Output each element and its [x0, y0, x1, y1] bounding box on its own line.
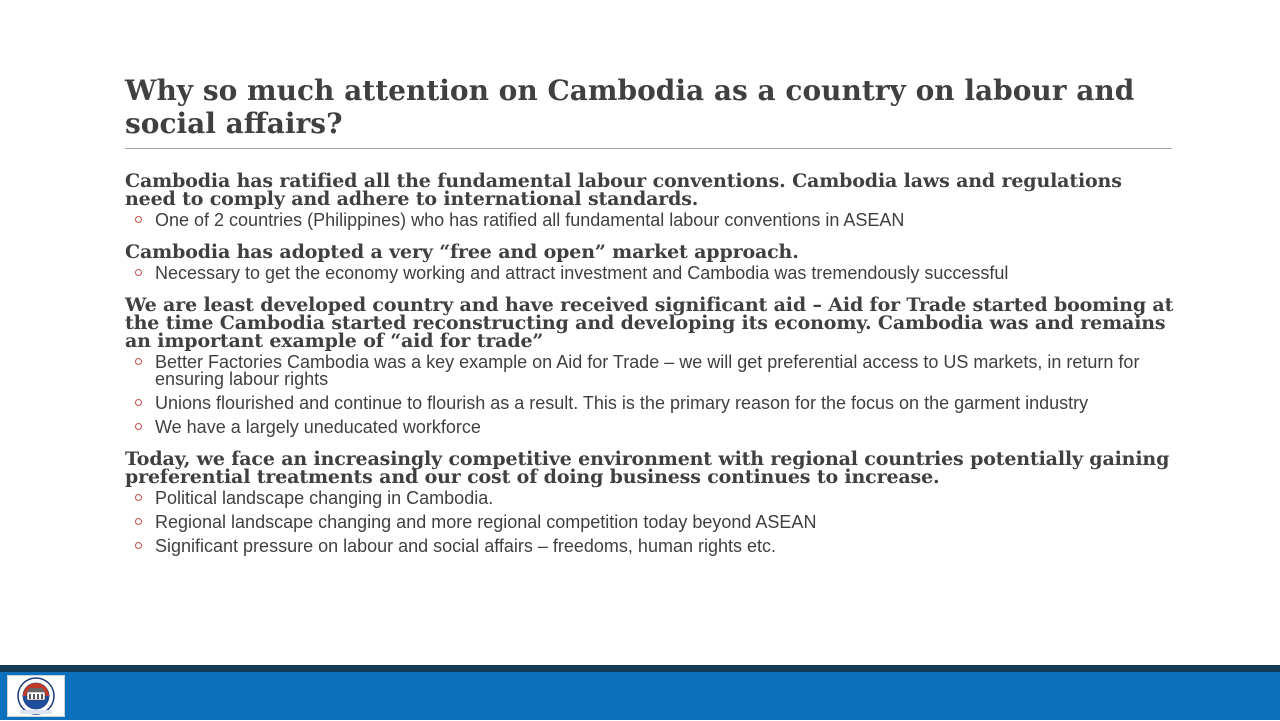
slide-title: Why so much attention on Cambodia as a country on labour and social affairs? [125, 74, 1135, 140]
list-item [125, 514, 1175, 531]
section-ratified-conventions [125, 172, 1175, 229]
section-heading: Cambodia has adopted a very “free and open” market approach. [125, 241, 799, 263]
bullet-text: Regional landscape changing and more regional competition today beyond ASEAN [155, 512, 817, 532]
list-item [125, 265, 1175, 282]
bullet-list [125, 265, 1175, 282]
list-item [125, 490, 1175, 507]
footer-band [0, 672, 1280, 720]
section-market-approach [125, 243, 1175, 282]
section-heading: Cambodia has ratified all the fundamental labour conventions. Cambodia laws and regulations need to comply and adhere to international standards. [125, 170, 1122, 210]
circle-bullet-icon [135, 269, 142, 276]
title-divider [125, 148, 1172, 149]
organization-seal-icon [7, 675, 65, 717]
seal-graphic [8, 676, 64, 716]
slide-content [125, 172, 1175, 569]
section-aid-for-trade [125, 296, 1175, 436]
list-item [125, 212, 1175, 229]
circle-bullet-icon [135, 542, 142, 549]
bullet-list [125, 212, 1175, 229]
circle-bullet-icon [135, 358, 142, 365]
bullet-text: Political landscape changing in Cambodia. [155, 488, 494, 508]
bullet-text: We have a largely uneducated workforce [155, 417, 481, 437]
section-heading: We are least developed country and have received significant aid – Aid for Trade started booming at the time Cambodia started reconstructing and developing its economy. Cambodia was and remains an important example of “aid for trade” [125, 294, 1174, 352]
bullet-list [125, 354, 1175, 436]
bullet-list [125, 490, 1175, 555]
circle-bullet-icon [135, 494, 142, 501]
section-competitive-environment [125, 450, 1175, 555]
list-item [125, 354, 1175, 388]
circle-bullet-icon [135, 423, 142, 430]
list-item [125, 419, 1175, 436]
bullet-text: Significant pressure on labour and social affairs – freedoms, human rights etc. [155, 536, 776, 556]
list-item [125, 395, 1175, 412]
section-heading: Today, we face an increasingly competitive environment with regional countries potentially gaining preferential treatments and our cost of doing business continues to increase. [125, 448, 1170, 488]
circle-bullet-icon [135, 399, 142, 406]
bullet-text: Unions flourished and continue to flourish as a result. This is the primary reason for the focus on the garment industry [155, 393, 1089, 413]
footer-dark-strip [0, 665, 1280, 672]
bullet-text: Better Factories Cambodia was a key example on Aid for Trade – we will get preferential access to US markets, in return for ensuring labour rights [155, 352, 1140, 389]
circle-bullet-icon [135, 518, 142, 525]
circle-bullet-icon [135, 216, 142, 223]
list-item [125, 538, 1175, 555]
bullet-text: One of 2 countries (Philippines) who has ratified all fundamental labour conventions in ASEAN [155, 210, 905, 230]
bullet-text: Necessary to get the economy working and attract investment and Cambodia was tremendously successful [155, 263, 1009, 283]
